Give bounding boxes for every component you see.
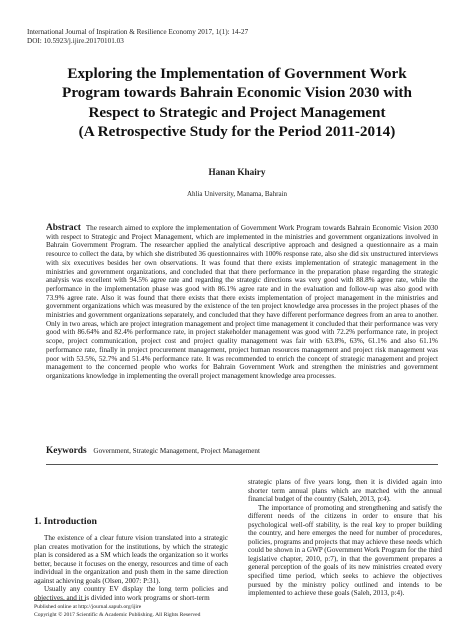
doi-line: DOI: 10.5923/j.ijire.20170101.03 xyxy=(27,37,124,45)
abstract-text: The research aimed to explore the implementation of Government Work Program towards Bahrain Economic Vision 2030 with respect to Strategic and Project Management, which are implemented in the ministries and government organizations involved in Bahrain Government Program. The researcher applied the analytical descriptive approach and designed a questionnaire as a main resource to collect the data, by which she distributed 36 questionnaires with 100% response rate, also she did six unstructured interviews with six executives besides her own observations. It was found that there exists implementation of strategic management in the ministries and government organizations, and concluded that that there performance in the preparation phase regarding the strategic analysis was excellent with 94.5% agree rate and regarding the strategic directions was very good with 88.8% agree rate, while the performance in the implementation phase was good with 86.1% agree rate and in the evaluation and follow-up was also good with 73.9% agree rate. Also it was found that there exists that there exists implementation of project management in the ministries and government organizations which was measured by the existence of the ten project knowledge area processes in the project phases of the ministries and government organizations separately, and concluded that they have different performance degrees from an area to another. Only in two areas, which are project integration management and project time management it concluded that their performance was very good with 86.64% and 82.4% performance rate, in project stakeholder management was good with 72.2% performance rate, in project scope, project communication, project cost and project quality management was fair with 63.8%, 63%, 61.1% and also 61.1% performance rate, finally in project procurement management, project human resources management and project risk management was poor with 53.5%, 52.7% and 51.4% performance rate. It was recommended to enrich the concept of strategic management and project management to the concerned people who works for Bahrain Government Work and strengthen the ministries and government organizations knowledge in implementing the overall project management knowledge area processes. xyxy=(46,224,438,380)
footnote-divider xyxy=(34,600,86,601)
keywords-block xyxy=(46,447,438,456)
body-paragraph: strategic plans of five years long, then it is divided again into shorter term annual plans which are matched with the annual financial budget of the country (Saleh, 2013, p:4). xyxy=(248,478,442,504)
abstract-block xyxy=(46,224,438,381)
body-paragraph: The importance of promoting and strengthening and satisfy the different needs of the citizens in order to ensure that his psychological well-off stability, is the real key to proper building the country, and here emerges the need for number of procedures, policies, programs and projects that may achieve these needs which could be shown in a GWP (Government Work Program for the third legislative chapter, 2010, p:7), in that the government prepares a general perception of the goals of its new ministries created every specified time period, which seeks to achieve the objectives pursued by the ministry policy outlined and intends to be implemented to achieve these goals (Saleh, 2013, p:4). xyxy=(248,503,442,598)
body-paragraph: Usually any country EV display the long term policies and objectives, and it is divided into work programs or short-term xyxy=(34,585,228,602)
keywords-text: Government, Strategic Management, Project Management xyxy=(93,447,260,455)
title-line: Program towards Bahrain Economic Vision 2030 with xyxy=(62,84,412,102)
title-line: Respect to Strategic and Project Management xyxy=(88,103,386,121)
section-heading-introduction: 1. Introduction xyxy=(34,516,97,527)
paper-title xyxy=(20,64,454,141)
publication-note: Published online at http://journal.sapub.org/ijire xyxy=(34,604,142,610)
title-line: (A Retrospective Study for the Period 2011-2014) xyxy=(78,122,396,140)
title-line: Exploring the Implementation of Government Work xyxy=(67,65,407,82)
body-paragraph: The existence of a clear future vision translated into a strategic plan creates motivation for the institutions, by which the strategic plan is considered as a SM which leads the organization so it works better, because it focuses on the energy, resources and time of each individual in the organization and push them in the same direction against achieving goals (Olsen, 2007: P:31). xyxy=(34,534,228,585)
keywords-label: Keywords xyxy=(46,446,87,456)
journal-citation: International Journal of Inspiration & Resilience Economy 2017, 1(1): 14-27 xyxy=(27,28,249,36)
footnote xyxy=(34,603,200,619)
right-column xyxy=(248,478,442,598)
abstract-label: Abstract xyxy=(46,223,81,233)
copyright-note: Copyright © 2017 Scientific & Academic Publishing. All Rights Reserved xyxy=(34,612,201,618)
author-affiliation: Ahlia University, Manama, Bahrain xyxy=(186,190,288,198)
running-header xyxy=(27,28,248,46)
section-divider xyxy=(46,464,438,465)
left-column xyxy=(34,534,228,602)
author-name: Hanan Khairy xyxy=(208,167,266,177)
